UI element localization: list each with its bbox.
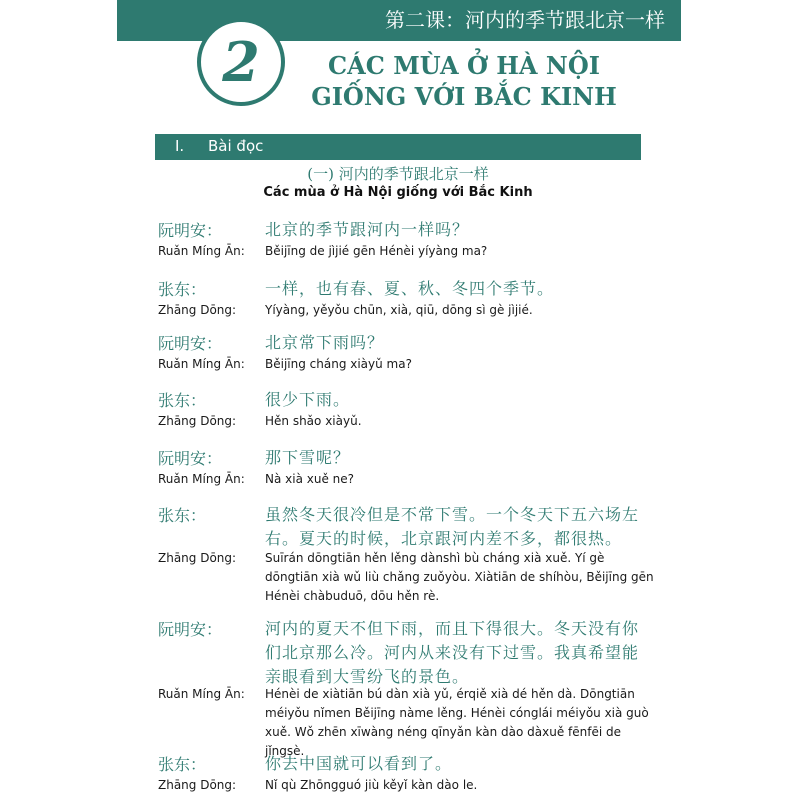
dialogue-chinese-row [158,218,658,242]
dialogue-pinyin-row [158,685,658,761]
speaker-pinyin: Ruǎn Míng Ān: [158,472,245,486]
speaker-chinese: 阮明安： [158,620,223,639]
dialogue-chinese-row [158,388,658,412]
dialogue-turn [158,617,658,761]
dialogue-line-pinyin: Hénèi de xiàtiān bú dàn xià yǔ, érqiě xià dé hěn dà. Dōngtiān méiyǒu nǐmen Běijīng nàme lěng. Hénèi cónglái méiyǒu xià guò xuě. Wǒ zhēn xīwàng néng qīnyǎn kàn dào dàxuě fēnfēi de jǐngsè. [265,687,649,758]
dialogue-chinese-row [158,752,658,776]
dialogue-pinyin-row [158,412,658,431]
dialogue-line-pinyin: Yíyàng, yěyǒu chūn, xià, qiū, dōng sì gè jìjié. [265,303,533,317]
dialogue-line-chinese: 那下雪呢？ [265,448,351,467]
speaker-pinyin: Zhāng Dōng: [158,551,237,565]
lesson-number-badge [197,18,285,106]
dialogue-chinese-row [158,331,658,355]
dialogue-pinyin-row [158,776,658,795]
dialogue-chinese-row [158,446,658,470]
dialogue-turn [158,503,658,606]
textbook-page [117,0,681,800]
dialogue-turn [158,752,658,795]
dialogue-line-pinyin: Běijīng de jìjié gēn Hénèi yíyàng ma? [265,244,488,258]
reading-title-vietnamese: Các mùa ở Hà Nội giống với Bắc Kinh [263,185,533,200]
reading-title-chinese: (一) 河内的季节跟北京一样 [307,165,489,183]
dialogue-line-pinyin: Běijīng cháng xiàyǔ ma? [265,357,412,371]
speaker-pinyin: Ruǎn Míng Ān: [158,357,245,371]
speaker-pinyin: Ruǎn Míng Ān: [158,687,245,701]
section-heading-bar [155,134,641,160]
dialogue-line-pinyin: Hěn shǎo xiàyǔ. [265,414,362,428]
dialogue-line-chinese: 北京常下雨吗？ [265,333,385,352]
speaker-chinese: 张东： [158,280,207,299]
dialogue-turn [158,388,658,431]
speaker-pinyin: Zhāng Dōng: [158,303,237,317]
speaker-pinyin: Zhāng Dōng: [158,414,237,428]
dialogue-line-chinese: 北京的季节跟河内一样吗？ [265,220,470,239]
dialogue-pinyin-row [158,355,658,374]
lesson-title-vietnamese [299,50,629,112]
dialogue-turn [158,218,658,261]
speaker-chinese: 阮明安： [158,221,223,240]
speaker-pinyin: Zhāng Dōng: [158,778,237,792]
dialogue-chinese-row [158,617,658,685]
dialogue-line-pinyin: Nà xià xuě ne? [265,472,355,486]
speaker-chinese: 阮明安： [158,449,223,468]
speaker-chinese: 张东： [158,755,207,774]
dialogue-chinese-row [158,277,658,301]
dialogue-line-chinese: 一样，也有春、夏、秋、冬四个季节。 [265,279,555,298]
dialogue-line-pinyin: Suīrán dōngtiān hěn lěng dànshì bù cháng xià xuě. Yí gè dōngtiān xià wǔ liù chǎng zuǒyòu. Xiàtiān de shíhòu, Běijīng gēn Hénèi chàbuduō, dōu hěn rè. [265,551,654,603]
lesson-title-chinese: 第二课：河内的季节跟北京一样 [385,8,665,32]
lesson-title-line-2: GIỐNG VỚI BẮC KINH [311,82,617,111]
dialogue-pinyin-row [158,470,658,489]
speaker-chinese: 阮明安： [158,334,223,353]
dialogue-pinyin-row [158,549,658,606]
lesson-title-line-1: CÁC MÙA Ở HÀ NỘI [328,51,600,80]
dialogue-turn [158,446,658,489]
section-label: Bài đọc [208,137,264,155]
dialogue-turn [158,331,658,374]
dialogue-turn [158,277,658,320]
speaker-chinese: 张东： [158,391,207,410]
dialogue-pinyin-row [158,242,658,261]
speaker-chinese: 张东： [158,506,207,525]
lesson-number: 2 [222,30,260,94]
dialogue-line-pinyin: Nǐ qù Zhōngguó jiù kěyǐ kàn dào le. [265,778,478,792]
dialogue-line-chinese: 很少下雨。 [265,390,351,409]
speaker-pinyin: Ruǎn Míng Ān: [158,244,245,258]
dialogue-pinyin-row [158,301,658,320]
section-number: I. [175,137,185,155]
dialogue-line-chinese: 你去中国就可以看到了。 [265,754,453,773]
dialogue-line-chinese: 虽然冬天很冷但是不常下雪。一个冬天下五六场左右。夏天的时候，北京跟河内差不多，都很热。 [265,505,640,548]
dialogue-line-chinese: 河内的夏天不但下雨，而且下得很大。冬天没有你们北京那么冷。河内从来没有下过雪。我真希望能亲眼看到大雪纷飞的景色。 [265,619,640,686]
dialogue-chinese-row [158,503,658,549]
